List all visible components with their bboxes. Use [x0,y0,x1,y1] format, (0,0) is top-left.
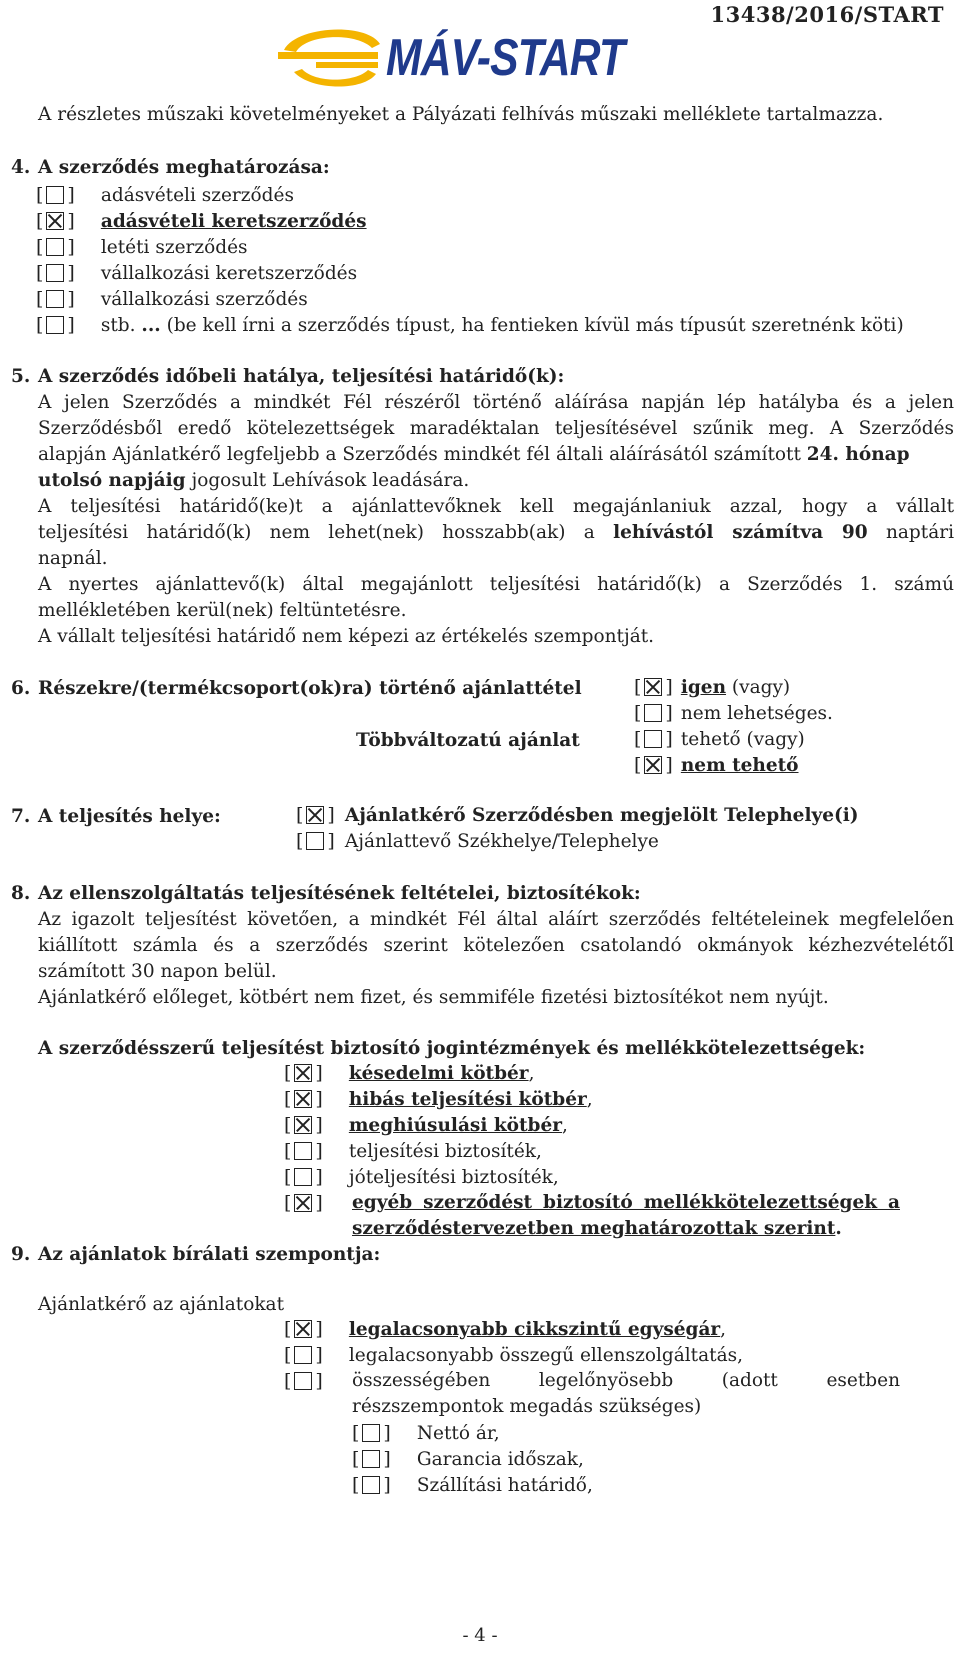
s8-paragraph-line: kiállított számla és a szerződés szerint kötelezően csatolandó okmányok kézhezvételétől [38,935,954,956]
checkbox-checked[interactable]: [ ] [284,1192,323,1214]
section-4-number: 4. [11,157,31,178]
section-5-title: A szerződés időbeli hatálya, teljesítési határidő(k): [38,366,565,387]
checkbox-checked[interactable]: [ ] [36,210,75,232]
section-4-title: A szerződés meghatározása: [38,157,330,178]
checkbox-unchecked[interactable]: [ ] [296,830,335,852]
checkbox-unchecked[interactable]: [ ] [36,236,75,258]
s5-paragraph-line: napnál. [38,548,108,569]
checkbox-checked[interactable]: [ ] [634,676,673,698]
s8-option-egyeb-label-cont: szerződéstervezetben meghatározottak szerint. [352,1218,842,1239]
s5-paragraph-line: teljesítési határidő(k) nem lehet(nek) hosszabb(ak) a lehívástól számítva 90 naptári [38,522,954,543]
checkbox-checked[interactable]: [ ] [634,754,673,776]
s8-option-meghiusulasi-kotber: [ ] meghiúsulási kötbér, [284,1114,568,1136]
s7-option-ajanlatkero: [ ] Ajánlatkérő Szerződésben megjelölt Telephelye(i) [296,804,859,826]
checkbox-unchecked[interactable]: [ ] [36,288,75,310]
s5-paragraph-line: A teljesítési határidő(ke)t a ajánlattevőknek kell megajánlaniuk azzal, hogy a vállalt [38,496,954,517]
s5-paragraph-line: utolsó napjáig jogosult Lehívások leadására. [38,470,470,491]
s9-option-legalacsonyabb-osszeg: [ ] legalacsonyabb összegű ellenszolgáltatás, [284,1344,743,1366]
checkbox-unchecked[interactable]: [ ] [634,702,673,724]
s8-paragraph-line: Az igazolt teljesítést követően, a mindkét Fél által aláírt szerződés feltételeinek megfelelően [38,909,954,930]
section-7-title: A teljesítés helye: [38,806,221,827]
s6-option-nem-teheto: [ ] nem tehető [634,754,799,776]
checkbox-unchecked[interactable]: [ ] [284,1370,323,1392]
checkbox-unchecked[interactable]: [ ] [352,1448,391,1470]
section-8-title: Az ellenszolgáltatás teljesítésének feltételei, biztosítékok: [38,883,641,904]
checkbox-unchecked[interactable]: [ ] [284,1344,323,1366]
s4-option-vallalkozasi: [ ] vállalkozási szerződés [36,288,308,310]
s4-option-leteti: [ ] letéti szerződés [36,236,248,258]
checkbox-checked[interactable]: [ ] [284,1088,323,1110]
checkbox-checked[interactable]: [ ] [284,1114,323,1136]
section-8-number: 8. [11,883,31,904]
checkbox-unchecked[interactable]: [ ] [352,1474,391,1496]
s7-option-ajanlattevo: [ ] Ajánlattevő Székhelye/Telephelye [296,830,659,852]
section-6-title2: Többváltozatú ajánlat [356,730,580,751]
section-6-title: Részekre/(termékcsoport(ok)ra) történő ajánlattétel [38,678,582,699]
s5-paragraph-line: Szerződésből eredő kötelezettségek maradéktalan teljesítésével szűnik meg. A Szerződés [38,418,954,439]
s6-option-igen: [ ] igen (vagy) [634,676,791,698]
s5-paragraph-line: mellékletében kerül(nek) feltüntetésre. [38,600,407,621]
s8-paragraph-line: Ajánlatkérő előleget, kötbért nem fizet, és semmiféle fizetési biztosítékot nem nyújt. [38,987,829,1008]
s8-option-kesedelmi-kotber: [ ] késedelmi kötbér, [284,1062,535,1084]
s8-option-egyeb-label: egyéb szerződést biztosító mellékkötelezettségek a [352,1192,900,1213]
s9-sub-szallitasi: [ ] Szállítási határidő, [352,1474,593,1496]
checkbox-unchecked[interactable]: [ ] [284,1166,323,1188]
checkbox-unchecked[interactable]: [ ] [352,1422,391,1444]
logo-emblem-icon [276,22,386,92]
s8-subtitle: A szerződésszerű teljesítést biztosító jogintézmények és mellékkötelezettségek: [38,1038,866,1059]
logo-wordmark: MÁV-START [386,29,625,87]
s9-option-osszessegeben [284,1370,323,1392]
s8-option-joteljesitesi-biztositek: [ ] jóteljesítési biztosíték, [284,1166,559,1188]
section-7-number: 7. [11,806,31,827]
s4-option-vallalkozasi-keret: [ ] vállalkozási keretszerződés [36,262,358,284]
section-9-title: Az ajánlatok bírálati szempontja: [38,1244,381,1265]
checkbox-checked[interactable]: [ ] [284,1062,323,1084]
page-number: - 4 - [462,1625,498,1646]
s5-paragraph-line: A vállalt teljesítési határidő nem képezi az értékelés szempontját. [38,626,655,647]
s9-option-osszessegeben-label: összességében legelőnyösebb (adott esetben [352,1370,900,1391]
s4-option-adasveteli: [ ] adásvételi szerződés [36,184,294,206]
s5-paragraph-line: alapján Ajánlatkérő legfeljebb a Szerződés mindkét fél általi aláírásától számított 24. hónap [38,444,910,465]
checkbox-checked[interactable]: [ ] [284,1318,323,1340]
s5-paragraph-line: A nyertes ajánlattevő(k) által megajánlott teljesítési határidő(k) a Szerződés 1. számú [38,574,954,595]
checkbox-unchecked[interactable]: [ ] [284,1140,323,1162]
s6-option-nem-lehetseges: [ ] nem lehetséges. [634,702,833,724]
section-6-number: 6. [11,678,31,699]
s8-option-egyeb [284,1192,323,1214]
s8-paragraph-line: számított 30 napon belül. [38,961,277,982]
intro-text: A részletes műszaki követelményeket a Pályázati felhívás műszaki melléklete tartalmazza. [38,104,884,125]
s8-option-teljesitesi-biztositek: [ ] teljesítési biztosíték, [284,1140,542,1162]
s6-option-teheto: [ ] tehető (vagy) [634,728,805,750]
checkbox-unchecked[interactable]: [ ] [36,262,75,284]
document-reference: 13438/2016/START [710,2,944,27]
checkbox-unchecked[interactable]: [ ] [634,728,673,750]
s9-intro: Ajánlatkérő az ajánlatokat [38,1294,285,1315]
s9-sub-netto-ar: [ ] Nettó ár, [352,1422,500,1444]
section-5-number: 5. [11,366,31,387]
checkbox-unchecked[interactable]: [ ] [36,184,75,206]
checkbox-unchecked[interactable]: [ ] [36,314,75,336]
checkbox-checked[interactable]: [ ] [296,804,335,826]
s8-option-hibas-teljesitesi-kotber: [ ] hibás teljesítési kötbér, [284,1088,593,1110]
s4-option-adasveteli-keret: [ ] adásvételi keretszerződés [36,210,367,232]
s4-option-stb: [ ] stb. ... (be kell írni a szerződés típust, ha fentieken kívül más típusút szeretnénk köti) [36,314,904,336]
s9-option-osszessegeben-label-cont: részszempontok megadás szükséges) [352,1396,702,1417]
section-9-number: 9. [11,1244,31,1265]
s9-option-legalacsonyabb-egysegar: [ ] legalacsonyabb cikkszintű egységár, [284,1318,727,1340]
s9-sub-garancia: [ ] Garancia időszak, [352,1448,584,1470]
s5-paragraph-line: A jelen Szerződés a mindkét Fél részéről történő aláírása napján lép hatályba és a jelen [38,392,954,413]
mav-start-logo [276,22,696,92]
